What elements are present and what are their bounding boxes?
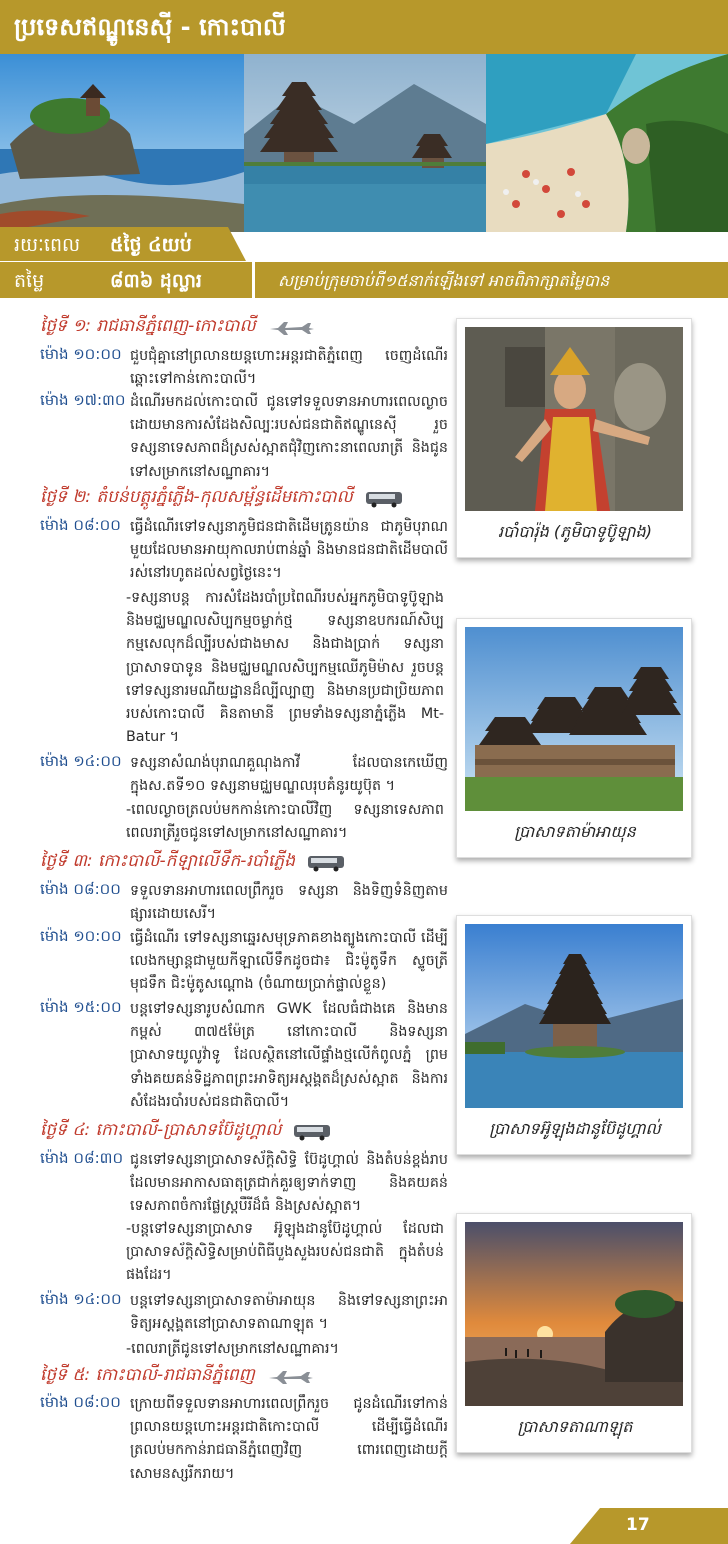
- day-1-title: ថ្ងៃទី ១: រាជធានីភ្នំពេញ-កោះបាលី: [40, 315, 316, 340]
- photo-card-taman-ayun: [456, 618, 692, 858]
- entry-time: ម៉ោង ១៤:០០: [40, 1290, 122, 1308]
- photo-caption: របាំបារ៉ុង (ភូមិបាទូប៊ូឡាង): [498, 522, 652, 541]
- entry-text: -ទស្សនាបន្ត ការសំដែងរបាំប្រពៃណីរបស់អ្នកភូមិបាទូប៊ូឡាង និងមជ្ឈមណ្ឌលសិប្បកម្មចម្លាក់ថ្ម ទស្សនាឧបករណ៍សិប្បកម្មសេលុកដ៏ល្បីរបស់ជាងមាស និងជាងប្រាក់ ទស្សនាប្រាសាទបាទូន និងមជ្ឈមណ្ឌលសិប្បកម្មឈើភូមិម៉ាស រួចបន្តទៅទស្សនារមណីយដ្ឋានដ៏ល្បីល្បាញ និងមានប្រជាប្រិយភាពរបស់កោះបាលី គិនតាមានី ព្រមទាំងទស្សនាភ្នំភ្លើង Mt-Batur ។: [126, 590, 444, 746]
- entry-time: ម៉ោង ១៧:៣០: [40, 391, 126, 409]
- photo-caption: ប្រាសាទតាណាឡុត: [517, 1417, 633, 1436]
- day-5-title: ថ្ងៃទី ៥: កោះបាលី-រាជធានីភ្នំពេញ: [40, 1364, 315, 1389]
- airplane-icon: [267, 1369, 315, 1385]
- entry-text: ក្រោយពីទទួលទានអាហារពេលព្រឹករួច ជូនដំណើរទៅកាន់ព្រលានយន្តហោះអន្តរជាតិកោះបាលី ដើម្បីធ្វើដំណើរត្រលប់មកកាន់រាជធានីភ្នំពេញវិញ ពោរពេញដោយក្តីសោមនស្សរីករាយ។: [130, 1396, 448, 1482]
- entry-text: ធ្វើដំណើរ ទៅទស្សនាឆ្នេរសមុទ្រភាគខាងត្បូងកោះបាលី ដើម្បីលេងកម្សាន្តជាមួយកីឡាលើទឹកដូចជា៖ ជិះម៉ូតូទឹក ស្ទូចត្រី មុជទឹក ជិះម៉ូតូសណ្តោង (ចំណាយប្រាក់ផ្ទាល់ខ្លួន): [130, 930, 448, 993]
- photo-card-tanah-lot: [456, 1213, 692, 1453]
- entry-text: ទទួលទានអាហារពេលព្រឹករួច ទស្សនា និងទិញទំនិញតាមផ្សារដោយសេរី។: [130, 883, 448, 923]
- entry-time: ម៉ោង ១៤:០០: [40, 752, 122, 770]
- photo-card-barong-dance: [456, 318, 692, 558]
- entry-text: -ពេលល្ងាចត្រលប់មកកាន់កោះបាលីវិញ ទស្សនាទេសភាពពេលរាត្រីរួចជូនទៅសម្រាកនៅសណ្ឋាគារ។: [126, 802, 444, 842]
- bus-icon: [293, 1123, 333, 1141]
- entry-text: បន្តទៅទស្សនារូបសំណាក GWK ដែលធំជាងគេ និងមានកម្ពស់ ៣៧៥ម៉ែត្រ នៅកោះបាលី និងទស្សនាប្រាសាទយូលូវ៉ាទូ ដែលស្ថិតនៅលើផ្ទាំងថ្មលើកំពូលភ្នំ ព្រមទាំងគយគន់ទិដ្ឋភាពព្រះអាទិត្យអស្តង្គតដ៏ស្រស់ស្អាត និងការសំដែងរបាំរបស់ជនជាតិបាលី។: [130, 1001, 448, 1110]
- price-label: តម្លៃ: [14, 270, 45, 292]
- entry-time: ម៉ោង ១៥:០០: [40, 998, 122, 1016]
- entry-text: ធ្វើដំណើរទៅទស្សនាភូមិជនជាតិដើមត្រូនយ៉ាន ជាភូមិបុរាណមួយដែលមានអាយុកាលរាប់ពាន់ឆ្នាំ និងមានជនជាតិដើមបាលីរស់នៅរហូតដល់សព្វថ្ងៃនេះ។: [130, 519, 448, 582]
- page-number: 17: [626, 1515, 650, 1535]
- entry-text: ជូនទៅទស្សនាប្រាសាទស័ក្តិសិទ្ធិ ប៊ែដូហ្គាល់ និងតំបន់ខ្ពង់រាបដែលមានអាកាសធាតុត្រជាក់គួរឲ្យទាក់ទាញ និងគយគន់ទេសភាពចំការផ្លែស្ត្របឺរីដ៏ធំ និងស្រស់ស្អាត។: [130, 1152, 448, 1215]
- photo-caption: ប្រាសាទតាម៉ាអាយុន: [514, 822, 636, 841]
- day-2-title: ថ្ងៃទី ២: តំបន់បត្តូរភ្នំភ្លើង-កុលសម្ព័ន្ធដើមកោះបាលី: [40, 486, 405, 511]
- page-title: ប្រទេសឥណ្ឌូនេស៊ី - កោះបាលី: [14, 13, 286, 41]
- entry-text: បន្តទៅទស្សនាប្រាសាទតាម៉ាអាយុន និងទៅទស្សនាព្រះអាទិត្យអស្តង្គតនៅប្រាសាទតាណាឡុត ។: [130, 1293, 448, 1333]
- entry-time: ម៉ោង ០៨:០០: [40, 1393, 121, 1411]
- photo-tanah-lot-sunset: [465, 1222, 683, 1406]
- banner-photos: [0, 54, 728, 232]
- bus-icon: [307, 854, 347, 872]
- photo-ulun-danu-beratan: [465, 924, 683, 1108]
- banner-photo-ulun-danu: [244, 54, 486, 232]
- title-bar: [0, 0, 728, 54]
- entry-text: -បន្តទៅទស្សនាប្រាសាទ អ៊ូឡុងដានូប៊ែដូហ្គាល់ ដែលជាប្រាសាទស័ក្តិសិទ្ធិសម្រាប់ពិធីបួងសួងរបស់ជនជាតិ ក្នុងតំបន់ផងដែរ។: [126, 1221, 444, 1284]
- day-3-title: ថ្ងៃទី ៣: កោះបាលី-កីឡាលើទឹក-របាំភ្លើង: [40, 850, 347, 875]
- entry-time: ម៉ោង ១០:០០: [40, 345, 122, 363]
- entry-time: ម៉ោង ០៨:០០: [40, 880, 121, 898]
- entry-text: -ពេលរាត្រីជូនទៅសម្រាកនៅសណ្ឋាគារ។: [126, 1341, 339, 1357]
- photo-barong-dance: [465, 327, 683, 511]
- price-divider: [252, 262, 255, 298]
- entry-text: ទស្សនាសំណង់បុរាណគួណុងកាវី ដែលបានកេឃើញក្នុងស.តទី១០ ទស្សនាមជ្ឈមណ្ឌលរុបគំនូរយូប៊ុត ។: [130, 755, 448, 795]
- bus-icon: [365, 490, 405, 508]
- duration-value: ៥ថ្ងៃ ៤យប់: [110, 234, 192, 256]
- photo-card-ulun-danu-beratan: [456, 915, 692, 1155]
- banner-photo-tanah-lot: [0, 54, 244, 232]
- photo-caption: ប្រាសាទអ៊ូឡុងដានូប៊ែដូហ្គាល់: [489, 1119, 661, 1138]
- price-value: ៨៣៦ ដុល្លារ: [110, 270, 202, 292]
- entry-time: ម៉ោង ០៨:០០: [40, 516, 121, 534]
- airplane-icon: [268, 320, 316, 336]
- entry-time: ម៉ោង ១០:០០: [40, 927, 122, 945]
- entry-text: ដំណើរមកដល់កោះបាលី ជូនទៅទទួលទានអាហារពេលល្ងាច ដោយមានការសំដែងសិល្បៈរបស់ជនជាតិឥណ្ឌូនេស៊ី រួចទស្សនាទេសភាពដ៏ស្រស់ស្អាតជុំវិញកោះនាពេលរាត្រី និងជូនទៅសម្រាកនៅសណ្ឋាគារ។: [130, 394, 448, 480]
- entry-text: ជួបជុំគ្នានៅព្រលានយន្តហោះអន្តរជាតិភ្នំពេញ ចេញដំណើរឆ្ពោះទៅកាន់កោះបាលី។: [130, 348, 448, 388]
- duration-label: រយៈពេល: [14, 234, 81, 256]
- entry-time: ម៉ោង ០៨:៣០: [40, 1149, 124, 1167]
- group-price-note: សម្រាប់ក្រុមចាប់ពី១៥នាក់ឡើងទៅ អាចពិភាក្សាតម្លៃបាន: [278, 271, 610, 290]
- day-4-title: ថ្ងៃទី ៤: កោះបាលី-ប្រាសាទប៊ែដូហ្គាល់: [40, 1119, 333, 1144]
- banner-photo-beach: [486, 54, 728, 232]
- photo-taman-ayun: [465, 627, 683, 811]
